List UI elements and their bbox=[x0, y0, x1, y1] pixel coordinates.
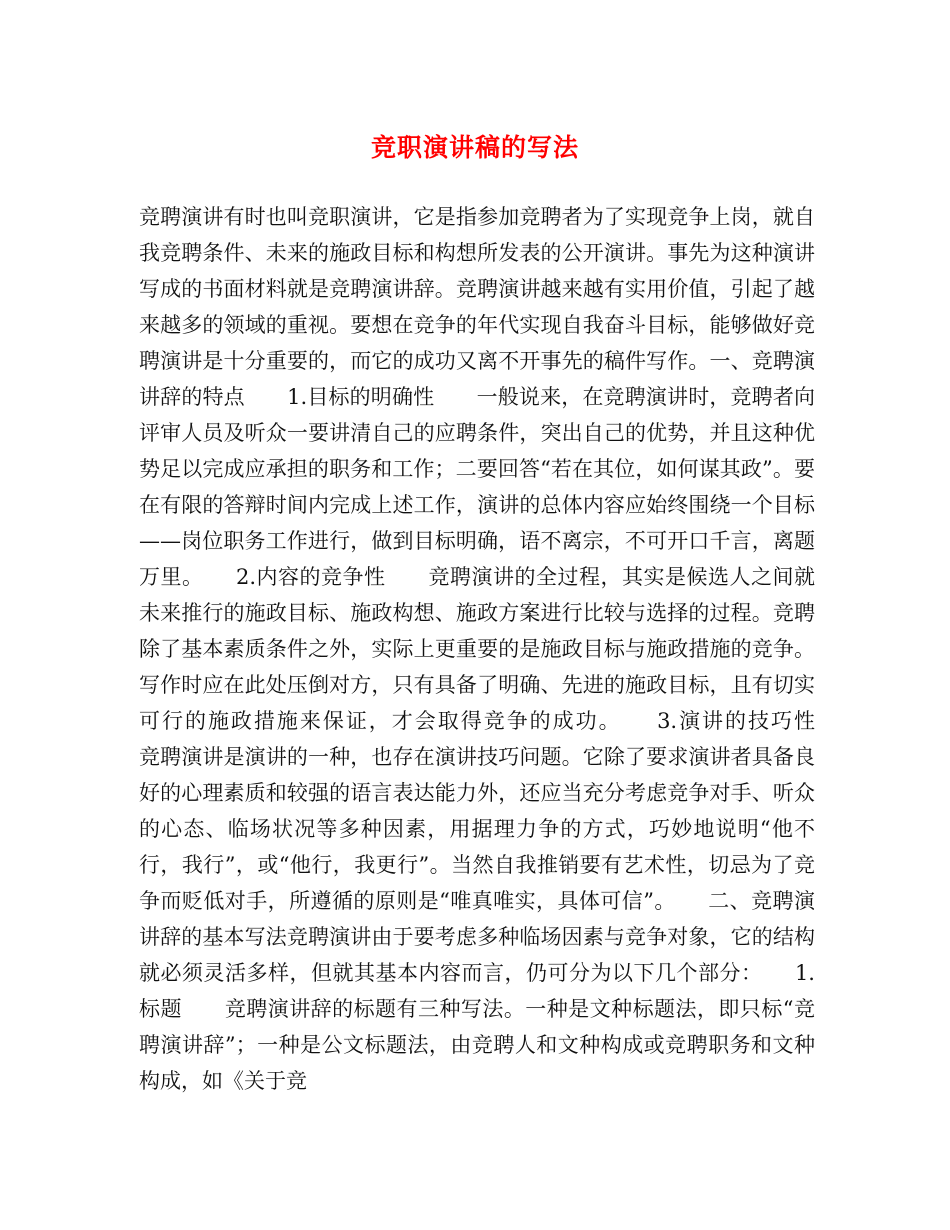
document-body: 竞聘演讲有时也叫竞职演讲，它是指参加竞聘者为了实现竞争上岗，就自我竞聘条件、未来的施政目标和构想所发表的公开演讲。事先为这种演讲写成的书面材料就是竞聘演讲辞。竞聘演讲越来越有实用价值，引起了越来越多的领域的重视。要想在竞争的年代实现自我奋斗目标，能够做好竞聘演讲是十分重要的，而它的成功又离不开事先的稿件写作。一、竞聘演讲辞的特点 1.目标的明确性 一般说来，在竞聘演讲时，竞聘者向评审人员及听众一要讲清自己的应聘条件，突出自己的优势，并且这种优势足以完成应承担的职务和工作；二要回答“若在其位，如何谋其政”。要在有限的答辩时间内完成上述工作，演讲的总体内容应始终围绕一个目标——岗位职务工作进行，做到目标明确，语不离宗，不可开口千言，离题万里。 2.内容的竞争性 竞聘演讲的全过程，其实是候选人之间就未来推行的施政目标、施政构想、施政方案进行比较与选择的过程。竞聘除了基本素质条件之外，实际上更重要的是施政目标与施政措施的竞争。写作时应在此处压倒对方，只有具备了明确、先进的施政目标，且有切实可行的施政措施来保证，才会取得竞争的成功。 3.演讲的技巧性 竞聘演讲是演讲的一种，也存在演讲技巧问题。它除了要求演讲者具备良好的心理素质和较强的语言表达能力外，还应当充分考虑竞争对手、听众的心态、临场状况等多种因素，用据理力争的方式，巧妙地说明“他不行，我行”，或“他行，我更行”。当然自我推销要有艺术性，切忌为了竞争而贬低对手，所遵循的原则是“唯真唯实，具体可信”。 二、竞聘演讲辞的基本写法竞聘演讲由于要考虑多种临场因素与竞争对象，它的结构就必须灵活多样，但就其基本内容而言，仍可分为以下几个部分： 1.标题 竞聘演讲辞的标题有三种写法。一种是文种标题法，即只标“竞聘演讲辞”；一种是公文标题法，由竞聘人和文种构成或竞聘职务和文种构成，如《关于竞 bbox=[139, 205, 857, 1093]
document-title: 竞职演讲稿的写法 bbox=[370, 133, 579, 162]
